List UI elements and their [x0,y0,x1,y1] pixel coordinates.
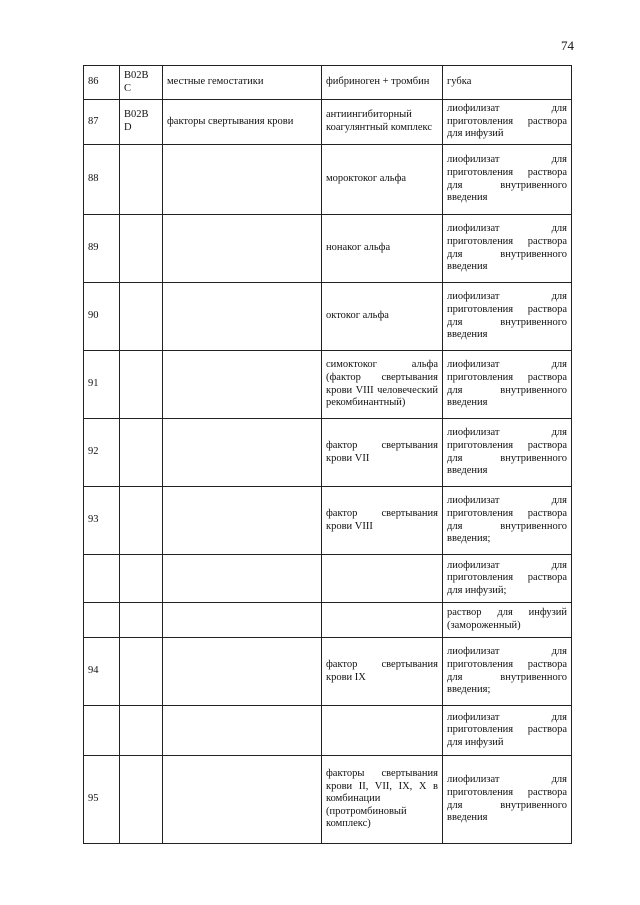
pharmacologic-group: факторы свертывания крови [163,100,322,145]
pharmacologic-group [163,638,322,706]
row-number [84,555,120,603]
dosage-form: лиофилизат для приготовления раствора для внутривенного введения; [443,487,572,555]
atc-code [120,603,163,638]
row-number: 93 [84,487,120,555]
pharmacologic-group [163,215,322,283]
atc-code [120,215,163,283]
pharmacologic-group [163,283,322,351]
dosage-form: лиофилизат для приготовления раствора для внутривенного введения; [443,638,572,706]
drug-name: мороктоког альфа [322,145,443,215]
dosage-form: лиофилизат для приготовления раствора для инфузий; [443,555,572,603]
atc-code [120,283,163,351]
drug-name: антиингибиторный коагулянтный комплекс [322,100,443,145]
dosage-form: раствор для инфузий (замороженный) [443,603,572,638]
row-number: 87 [84,100,120,145]
atc-code [120,145,163,215]
row-number: 88 [84,145,120,215]
table-row [84,419,572,487]
dosage-form: лиофилизат для приготовления раствора для внутривенного введения [443,351,572,419]
table-row [84,66,572,100]
pharmacologic-group [163,756,322,844]
drug-name: фактор свертывания крови IX [322,638,443,706]
atc-code [120,706,163,756]
table-row [84,603,572,638]
drug-name [322,603,443,638]
pharmacologic-group: местные гемостатики [163,66,322,100]
row-number: 91 [84,351,120,419]
pharmacologic-group [163,706,322,756]
atc-code [120,638,163,706]
atc-code [120,351,163,419]
atc-code [120,555,163,603]
row-number: 94 [84,638,120,706]
table-row [84,215,572,283]
row-number: 86 [84,66,120,100]
table-row [84,487,572,555]
dosage-form: лиофилизат для приготовления раствора для инфузий [443,706,572,756]
dosage-form: губка [443,66,572,100]
drug-table [83,65,572,844]
pharmacologic-group [163,603,322,638]
atc-code: B02B D [120,100,163,145]
page-number: 74 [561,38,574,53]
drug-name: фактор свертывания крови VII [322,419,443,487]
row-number: 95 [84,756,120,844]
dosage-form: лиофилизат для приготовления раствора для инфузий [443,100,572,145]
pharmacologic-group [163,351,322,419]
drug-name: симоктоког альфа (фактор свертывания крови VIII человеческий рекомбинантный) [322,351,443,419]
row-number: 89 [84,215,120,283]
drug-name [322,555,443,603]
pharmacologic-group [163,419,322,487]
atc-code: B02B C [120,66,163,100]
dosage-form: лиофилизат для приготовления раствора для внутривенного введения [443,756,572,844]
row-number [84,706,120,756]
drug-name: фибриноген + тромбин [322,66,443,100]
table-row [84,283,572,351]
table-row [84,555,572,603]
dosage-form: лиофилизат для приготовления раствора для внутривенного введения [443,419,572,487]
atc-code [120,756,163,844]
drug-name: октоког альфа [322,283,443,351]
row-number [84,603,120,638]
table-row [84,638,572,706]
dosage-form: лиофилизат для приготовления раствора для внутривенного введения [443,145,572,215]
drug-name [322,706,443,756]
row-number: 92 [84,419,120,487]
table-row [84,145,572,215]
drug-name: нонаког альфа [322,215,443,283]
dosage-form: лиофилизат для приготовления раствора для внутривенного введения [443,283,572,351]
table-row [84,756,572,844]
dosage-form: лиофилизат для приготовления раствора для внутривенного введения [443,215,572,283]
pharmacologic-group [163,487,322,555]
row-number: 90 [84,283,120,351]
drug-name: факторы свертывания крови II, VII, IX, X в комбинации (протромбиновый комплекс) [322,756,443,844]
drug-name: фактор свертывания крови VIII [322,487,443,555]
table-row [84,100,572,145]
table-row [84,351,572,419]
atc-code [120,487,163,555]
atc-code [120,419,163,487]
pharmacologic-group [163,145,322,215]
pharmacologic-group [163,555,322,603]
table-row [84,706,572,756]
